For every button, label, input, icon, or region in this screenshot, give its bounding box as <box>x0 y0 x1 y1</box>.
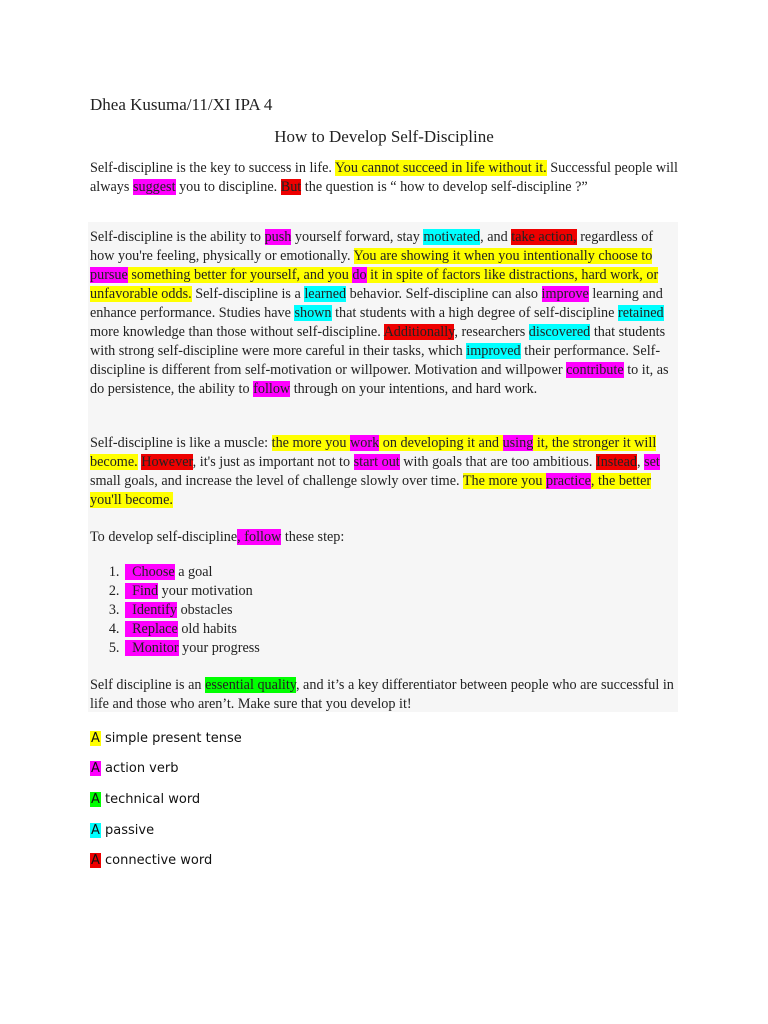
highlight-passive: improved <box>466 343 521 359</box>
steps-list <box>90 563 260 658</box>
legend-label: technical word <box>100 792 201 807</box>
highlight-passive: learned <box>304 286 347 302</box>
highlight-simple-present: You cannot succeed in life without it. <box>334 160 547 176</box>
highlight-passive: motivated <box>423 229 481 245</box>
highlight-action-verb: pursue <box>90 267 128 283</box>
highlight-action-verb: Replace <box>125 621 178 637</box>
legend-swatch: A <box>91 761 100 776</box>
highlight-connective: Additionally <box>383 324 455 340</box>
highlight-connective: take action, <box>511 229 577 245</box>
legend-swatch: A <box>91 731 100 746</box>
list-item: 2. Find your motivation <box>123 582 260 601</box>
list-item: 1. Choose a goal <box>123 563 260 582</box>
legend-label: action verb <box>100 761 179 776</box>
list-item: 4. Replace old habits <box>123 620 260 639</box>
highlight-action-verb: do <box>352 267 367 283</box>
highlight-action-verb: push <box>264 229 292 245</box>
highlight-action-verb: using <box>502 435 534 451</box>
highlight-passive: discovered <box>528 324 591 340</box>
highlight-action-verb: Choose <box>125 564 175 580</box>
paragraph-steps-intro: To develop self-discipline, follow these step: <box>90 529 345 545</box>
highlight-technical-word: essential quality <box>205 677 296 693</box>
highlight-action-verb: Find <box>125 583 159 599</box>
highlight-action-verb: work <box>350 435 380 451</box>
legend-label: passive <box>100 823 155 838</box>
paragraph-definition: Self-discipline is the ability to push yourself forward, stay motivated, and take action, regardless of how you're feeling, physically or emotionally. You are showing it when you intentionally choose to pursue something better for yourself, and you do it in spite of factors like distractions, hard work, or unfavorable odds. Self-discipline is a learned behavior. Self-discipline can also improve learning and enhance performance. Studies have shown that students with a high degree of self-discipline retained more knowledge than those without self-discipline. Additionally, researchers discovered that students with strong self-discipline were more careful in their tasks, which improved their performance. Self-discipline is different from self-motivation or willpower. Motivation and willpower contribute to it, as do persistence, the ability to follow through on your intentions, and hard work. <box>90 229 669 397</box>
highlight-action-verb: , follow <box>237 529 282 545</box>
highlight-action-verb: improve <box>541 286 589 302</box>
legend-swatch: A <box>91 792 100 807</box>
document-title: How to Develop Self-Discipline <box>274 127 494 146</box>
highlight-passive: shown <box>294 305 332 321</box>
highlight-passive: retained <box>617 305 664 321</box>
highlight-action-verb: practice <box>545 473 591 489</box>
highlight-simple-present: the more you <box>271 435 351 451</box>
legend-swatch: A <box>91 823 100 838</box>
legend-label: simple present tense <box>100 731 242 746</box>
highlight-simple-present: The more you <box>462 473 546 489</box>
highlight-action-verb: Monitor <box>125 640 179 656</box>
paragraph-conclusion: Self discipline is an essential quality, and it’s a key differentiator between people who are successful in life and those who aren’t. Make sure that you develop it! <box>90 677 674 712</box>
highlight-action-verb: Identify <box>125 602 178 618</box>
highlight-action-verb: follow <box>253 381 291 397</box>
paragraph-intro: Self-discipline is the key to success in life. You cannot succeed in life without it. Successful people will always suggest you to discipline. But the question is “ how to develop self-discipline ?” <box>90 160 678 195</box>
highlight-action-verb: start out <box>353 454 400 470</box>
list-item: 5. Monitor your progress <box>123 639 260 658</box>
legend-item-action-verb <box>90 761 178 776</box>
legend-swatch: A <box>91 853 100 868</box>
highlight-action-verb: contribute <box>566 362 624 378</box>
legend-label: connective word <box>100 853 213 868</box>
highlight-simple-present: it, the stronger it will become. <box>90 435 657 470</box>
legend-item-technical-word <box>90 792 200 807</box>
highlight-action-verb: suggest <box>132 179 176 195</box>
highlight-connective: However <box>141 454 193 470</box>
highlight-simple-present: You are showing it when you intentionally choose to <box>353 248 653 264</box>
list-item: 3. Identify obstacles <box>123 601 260 620</box>
highlight-connective: Instead <box>595 454 637 470</box>
author-line: Dhea Kusuma/11/XI IPA 4 <box>90 95 273 114</box>
highlight-simple-present: on developing it and <box>379 435 503 451</box>
legend-item-passive <box>90 823 154 838</box>
paragraph-muscle: Self-discipline is like a muscle: the more you work on developing it and using it, the stronger it will become. However, it's just as important not to start out with goals that are too ambitious. Instead, set small goals, and increase the level of challenge slowly over time. The more you practice, the better you'll become. <box>90 435 660 508</box>
highlight-simple-present: , the better you'll become. <box>90 473 652 508</box>
highlight-action-verb: set <box>644 454 660 470</box>
legend-item-connective-word <box>90 853 212 868</box>
legend-item-simple-present <box>90 731 242 746</box>
highlight-simple-present: it in spite of factors like distractions, hard work, or unfavorable odds. <box>90 267 659 302</box>
highlight-simple-present: something better for yourself, and you <box>127 267 353 283</box>
highlight-connective: But <box>280 179 302 195</box>
